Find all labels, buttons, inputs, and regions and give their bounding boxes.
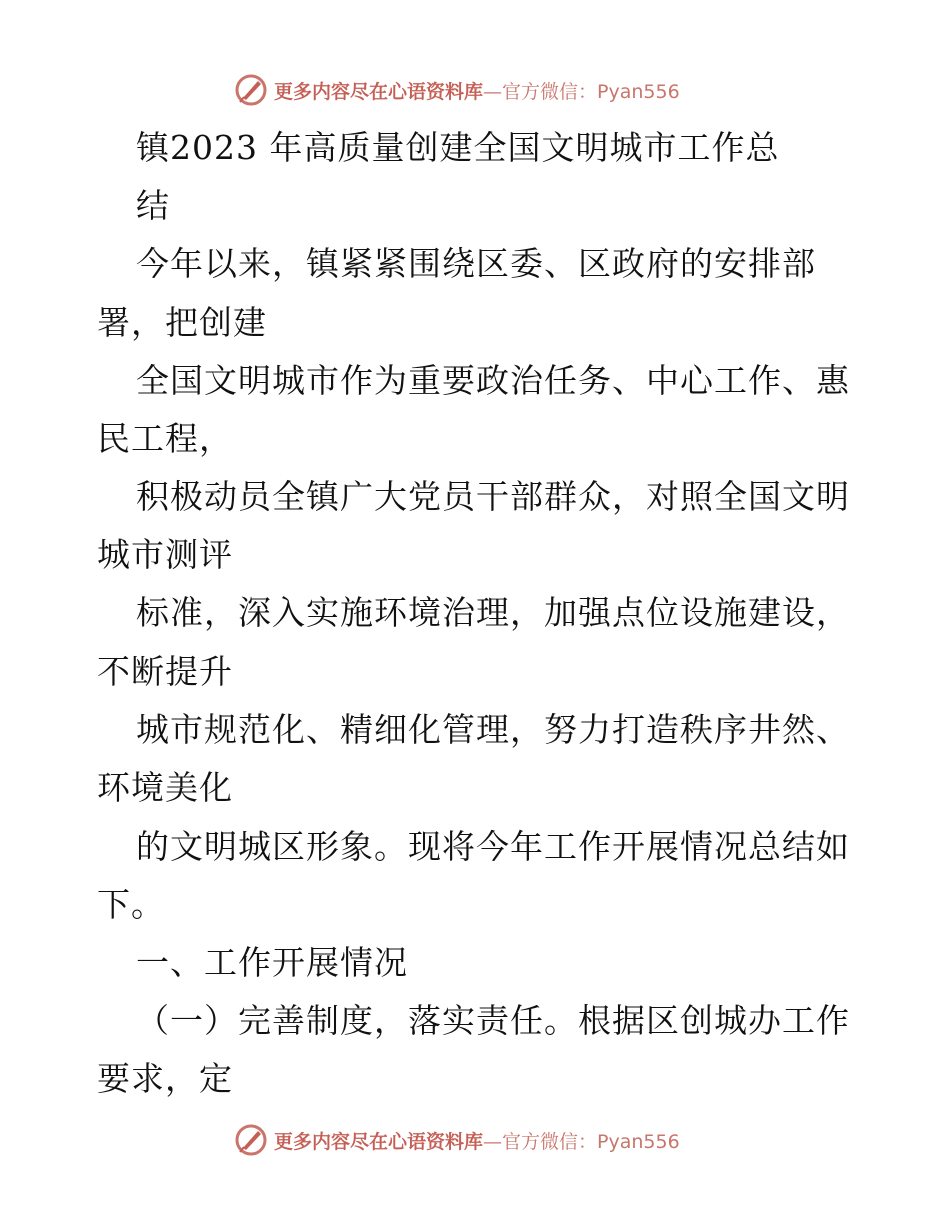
watermark-contact-id: Pyan556 [597, 80, 680, 103]
quill-logo-icon [234, 1123, 268, 1157]
body-line: （一）完善制度，落实责任。根据区创城办工作 [136, 1001, 850, 1040]
watermark-contact-label: 官方微信： [502, 1130, 598, 1153]
watermark-brand: 更多内容尽在心语资料库 [274, 80, 484, 103]
body-line: 环境美化 [97, 768, 233, 807]
body-line: 民工程， [97, 419, 233, 458]
body-line: 要求，定 [97, 1059, 233, 1098]
body-line: 积极动员全镇广大党员干部群众，对照全国文明 [136, 477, 850, 516]
footer-watermark [234, 1122, 680, 1158]
body-line: 不断提升 [97, 652, 233, 691]
body-line: 全国文明城市作为重要政治任务、中心工作、惠 [136, 361, 850, 400]
body-line: 城市规范化、精细化管理，努力打造秩序井然、 [136, 710, 850, 749]
document-title-line-2: 结 [136, 186, 170, 225]
watermark-brand: 更多内容尽在心语资料库 [274, 1130, 484, 1153]
body-line: 城市测评 [97, 535, 233, 574]
document-title-line-1: 镇2023 年高质量创建全国文明城市工作总 [136, 128, 780, 167]
watermark-text [274, 77, 680, 104]
section-heading: 一、工作开展情况 [136, 943, 408, 982]
watermark-separator: — [483, 80, 503, 103]
watermark-separator: — [483, 1130, 503, 1153]
watermark-contact-label: 官方微信： [502, 80, 598, 103]
body-line: 署，把创建 [97, 303, 267, 342]
header-watermark [234, 72, 680, 108]
watermark-text [274, 1127, 680, 1154]
watermark-contact-id: Pyan556 [597, 1130, 680, 1153]
quill-logo-icon [234, 73, 268, 107]
body-line: 标准，深入实施环境治理，加强点位设施建设， [136, 593, 850, 632]
body-line: 的文明城区形象。现将今年工作开展情况总结如 [136, 827, 850, 866]
body-line: 今年以来，镇紧紧围绕区委、区政府的安排部 [136, 244, 816, 283]
body-line: 下。 [97, 885, 165, 924]
